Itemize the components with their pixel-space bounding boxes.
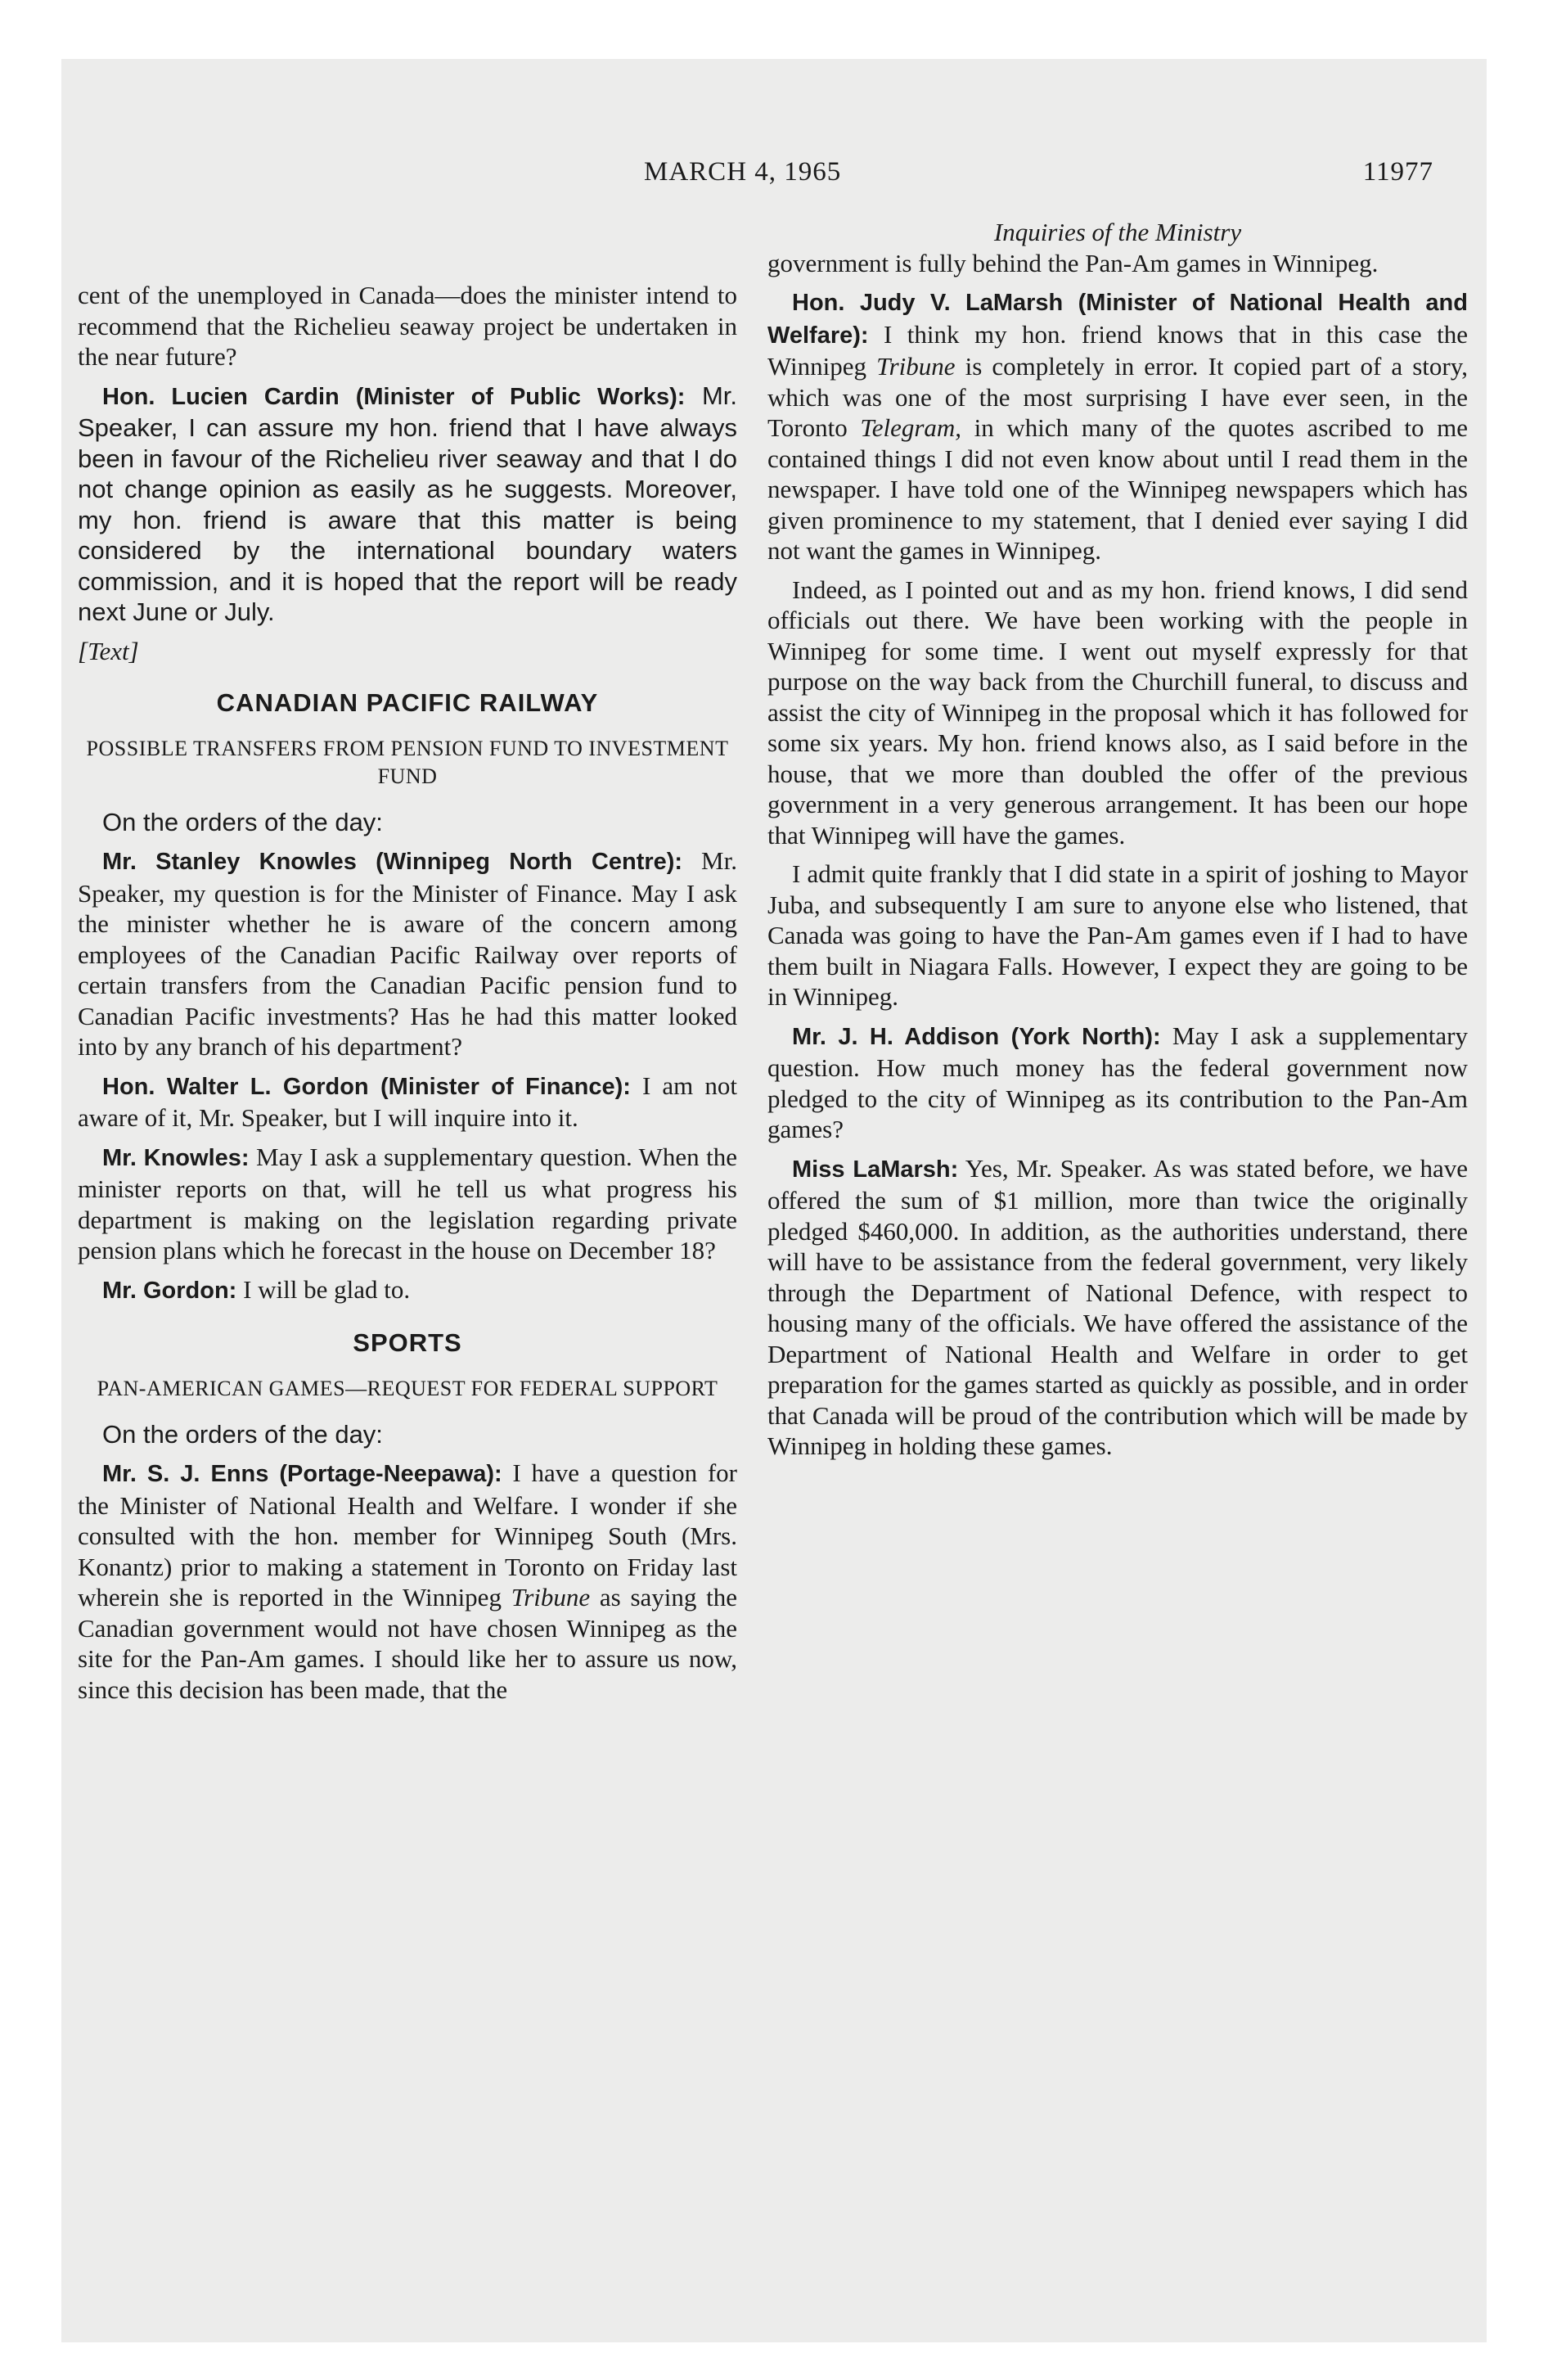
speech-text: I will be glad to. bbox=[236, 1274, 411, 1304]
speaker-name: Hon. Judy V. LaMarsh (Minister of National Health and Welfare): bbox=[767, 290, 1468, 349]
speech-text: I am not aware of it, Mr. Speaker, but I will inquire into it. bbox=[78, 1071, 737, 1132]
orders-of-the-day: On the orders of the day: bbox=[102, 807, 383, 836]
speaker-name: Mr. S. J. Enns (Portage-Neepawa): bbox=[102, 1461, 502, 1487]
newspaper-name: Tribune bbox=[511, 1583, 591, 1611]
right-column bbox=[767, 217, 1468, 1470]
paragraph bbox=[78, 1142, 737, 1266]
newspaper-name: Telegram, bbox=[860, 413, 962, 442]
paragraph bbox=[767, 1153, 1468, 1462]
speech-text: May I ask a supplementary question. When the minister reports on that, will he tell us what progress his department is making on the legislation regarding private pension plans which he forecast in the house on December 18? bbox=[78, 1142, 737, 1264]
orders-of-the-day: On the orders of the day: bbox=[102, 1419, 383, 1449]
paragraph bbox=[78, 381, 737, 628]
speaker-name: Hon. Walter L. Gordon (Minister of Finance): bbox=[102, 1073, 631, 1100]
page-sheet bbox=[61, 59, 1487, 2342]
paragraph: I admit quite frankly that I did state in a spirit of joshing to Mayor Juba, and subsequently I am sure to anyone else who listened, that Canada was going to have the Pan-Am games even if I had to have them built in Niagara Falls. However, I expect they are going to be in Winnipeg. bbox=[767, 859, 1468, 1011]
speech-text: I think my hon. friend knows that in this case the Winnipeg bbox=[767, 319, 1468, 381]
running-title: Inquiries of the Ministry bbox=[993, 218, 1242, 246]
paragraph: Indeed, as I pointed out and as my hon. friend knows, I did send officials out there. We have been working with the people in Winnipeg for some time. I went out myself expressly for that purpose on the way back from the Churchill funeral, to discuss and assist the city of Winnipeg in the proposal which it has followed for some six years. My hon. friend knows also, as I said before in the house, that we more than doubled the offer of the previous government in a very generous arrangement. It has been our hope that Winnipeg will have the games. bbox=[767, 575, 1468, 850]
newspaper-name: Tribune bbox=[876, 352, 956, 381]
paragraph: cent of the unemployed in Canada—does the minister intend to recommend that the Richelieu seaway project be undertaken in the near future? bbox=[78, 281, 737, 371]
speaker-name: Miss LaMarsh: bbox=[792, 1156, 959, 1183]
paragraph bbox=[78, 1458, 737, 1705]
speech-text: as saying the Canadian government would not have chosen Winnipeg as the site for the Pan-Am games. I should like her to assure us now, since this decision has been made, that the bbox=[78, 1583, 737, 1704]
page-number: 11977 bbox=[1362, 157, 1433, 187]
header-date: MARCH 4, 1965 bbox=[644, 157, 842, 187]
speech-text: is completely in error. It copied part of a story, which was one of the most surprising I have ever seen, in the Toronto bbox=[767, 352, 1468, 442]
section-title: SPORTS bbox=[353, 1328, 462, 1357]
paragraph bbox=[78, 1071, 737, 1134]
paragraph bbox=[767, 1021, 1468, 1145]
page-header bbox=[61, 157, 1487, 198]
paragraph bbox=[78, 845, 737, 1062]
speaker-name: Mr. Gordon: bbox=[102, 1277, 237, 1304]
speech-text: I have a question for the Minister of National Health and Welfare. I wonder if she consulted with the hon. member for Winnipeg South (Mrs. Konantz) prior to making a statement in Toronto on Friday last wherein she is reported in the Winnipeg bbox=[78, 1458, 738, 1611]
section-subtitle: PAN-AMERICAN GAMES—REQUEST FOR FEDERAL SUPPORT bbox=[97, 1376, 718, 1400]
speech-text: Mr. Speaker, I can assure my hon. friend that I have always been in favour of the Richelieu river seaway and that I do not change opinion as easily as he suggests. Moreover, my hon. friend is aware that this matter is being considered by the international boundary waters commission, and it is hoped that the report will be ready next June or July. bbox=[78, 381, 737, 626]
left-column bbox=[78, 280, 737, 1713]
speech-text: May I ask a supplementary question. How much money has the federal government now pledged to the city of Winnipeg as its contribution to the Pan-Am games? bbox=[767, 1021, 1468, 1143]
paragraph: government is fully behind the Pan-Am games in Winnipeg. bbox=[767, 248, 1379, 277]
text-marker: [Text] bbox=[78, 636, 139, 665]
speaker-name: Mr. Knowles: bbox=[102, 1144, 250, 1171]
speech-text: Mr. Speaker, my question is for the Minister of Finance. May I ask the minister whether he is aware of the concern among employees of the Canadian Pacific Railway over reports of certain transfers from the Canadian Pacific pension fund to Canadian Pacific investments? Has he had this matter looked into by any branch of his department? bbox=[78, 846, 737, 1061]
speaker-name: Hon. Lucien Cardin (Minister of Public Works): bbox=[102, 383, 686, 410]
speech-text: Yes, Mr. Speaker. As was stated before, we have offered the sum of $1 million, more than twice the originally pledged $460,000. In addition, as the authorities understand, there will have to be assistance from the federal government, very likely through the Department of National Defence, with respect to housing many of the officials. We have offered the assistance of the Department of National Health and Welfare in order to get preparation for the games started as quickly as possible, and in order that Canada will be proud of the contribution which will be made by Winnipeg in holding these games. bbox=[767, 1153, 1468, 1460]
section-subtitle: POSSIBLE TRANSFERS FROM PENSION FUND TO INVESTMENT FUND bbox=[86, 736, 729, 788]
paragraph bbox=[78, 1274, 737, 1307]
paragraph bbox=[767, 286, 1468, 566]
speaker-name: Mr. J. H. Addison (York North): bbox=[792, 1023, 1161, 1050]
speaker-name: Mr. Stanley Knowles (Winnipeg North Centre): bbox=[102, 849, 683, 875]
section-title: CANADIAN PACIFIC RAILWAY bbox=[216, 688, 599, 717]
speech-text: in which many of the quotes ascribed to me contained things I did not even know about until I read them in the newspaper. I have told one of the Winnipeg newspapers which has given prominence to my statement, that I denied ever saying I did not want the games in Winnipeg. bbox=[767, 413, 1469, 565]
